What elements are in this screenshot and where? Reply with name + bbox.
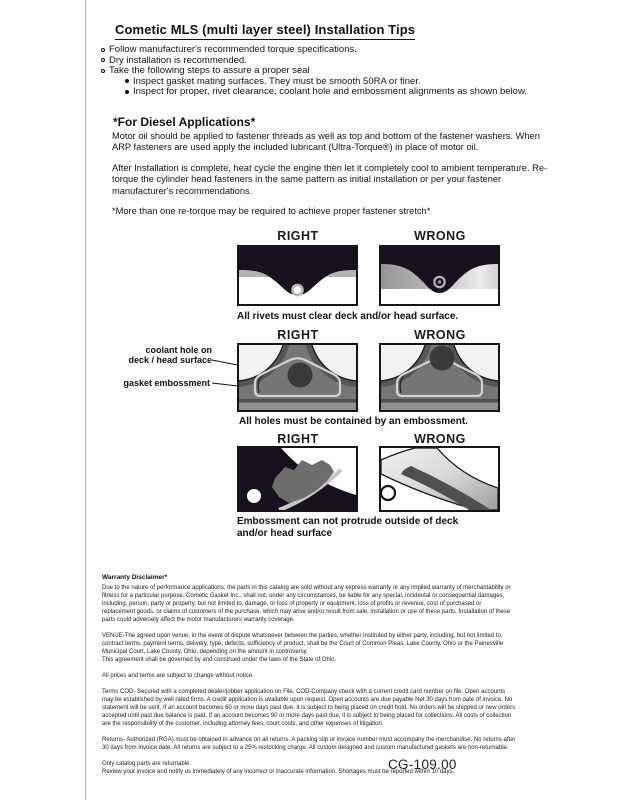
tip-text: Inspect for proper, rivet clearance, coolant hole and embossment alignments as shown below.: [133, 86, 527, 98]
rivet-right-diagram: [237, 245, 358, 306]
hollow-bullet-icon: [101, 58, 105, 62]
coolant-hole-label: [110, 345, 212, 365]
diagram-caption: All rivets must clear deck and/or head surface.: [237, 311, 459, 322]
right-label: RIGHT: [277, 229, 319, 243]
warranty-paragraph: All prices and terms are subject to change without notice.: [102, 673, 254, 679]
wrong-label: WRONG: [414, 229, 466, 243]
wrong-label: WRONG: [414, 432, 466, 446]
bullet-icon: [125, 90, 129, 94]
tip-text: Take the following steps to assure a proper seal: [109, 65, 310, 77]
label-line: coolant hole on: [145, 345, 212, 355]
tip-text: Dry installation is recommended.: [109, 54, 247, 66]
paragraph: Motor oil should be applied to fastener threads as well as top and bottom of the fastener washers. When ARP fasteners are used apply the included lubricant (Ultra-Torque®) in place of motor oil.: [112, 131, 540, 153]
warranty-paragraph: Terms COD- Secured with a completed dealer/jobber application on File, COD-Company check with a current credit card number on file. Open accounts may be established by well rated firms. A credit application is available upon request. Open accounts are due payable Net 30 days from date of invoice. No statement will be sent. If an account becomes 60 or more days past due, it is subject to being placed on credit hold. No orders will be shipped or new orders accepted until past due balance is paid. If an account becomes 90 or more days past due, it is subject to being placed for collections. All costs of collection are the responsibility of the customer, including attorney fees, court costs, and other expenses of litigation.: [102, 689, 516, 727]
embossment-wrong-diagram: [379, 343, 500, 412]
paragraph: After Installation is complete, heat cycle the engine then let it completely cool to ambient temperature. Re-torque the cylinder head fasteners in the same pattern as initial installation or per your fastener manufacturer's recommendations.: [112, 162, 548, 196]
list-item: [125, 87, 581, 98]
list-item: [101, 45, 581, 56]
catalog-page-code: CG-109.00: [388, 757, 457, 772]
warranty-paragraph: Only catalog parts are returnable.: [102, 761, 192, 767]
diagram-caption: Embossment can not protrude outside of deck and/or head surface: [237, 516, 459, 539]
page-title: Cometic MLS (multi layer steel) Installation Tips: [115, 22, 415, 40]
rivet-touching-illustration: [381, 247, 498, 304]
bullet-icon: [125, 79, 129, 83]
tips-list: [101, 45, 581, 98]
embossment-protruding-illustration: [381, 448, 498, 510]
right-label: RIGHT: [277, 328, 319, 342]
protrusion-right-diagram: [237, 446, 358, 512]
hollow-bullet-icon: [101, 69, 105, 73]
warranty-paragraph: Review your invoice and notify us immediately of any incorrect or inaccurate information. Shortages must be reported within 10 days.: [102, 769, 455, 775]
diesel-section-heading: *For Diesel Applications*: [113, 115, 256, 129]
warranty-paragraph: Returns- Authorized (RGA) must be obtained in advance on all returns. A packing slip or invoice number must accompany the merchandise. No returns after 30 days from invoice date. All returns are subject to a 25% restocking charge. All custom designed and custom manufactured gaskets are non-returnable.: [102, 737, 516, 751]
tip-text: Inspect gasket mating surfaces. They must be smooth 50RA or finer.: [133, 75, 421, 87]
warranty-paragraph: VENUE-The agreed upon venue, in the event of dispute whatsoever between the parties, whether instituted by either party, including, but not limited to, contract terms, payment terms, delivery, type, defects, sufficiency of product, shall be the Court of Common Pleas, Lake County, Ohio or the Painesville Municipal Court, Lake County, Ohio, depending on the amount in controversy.: [102, 633, 504, 655]
warranty-heading: Warranty Disclaimer*: [102, 574, 168, 581]
hole-inside-embossment-illustration: [239, 345, 356, 410]
diesel-section-body: [112, 131, 552, 226]
tip-text: Follow manufacturer's recommended torque specifications.: [109, 44, 357, 55]
protrusion-wrong-diagram: [379, 446, 500, 512]
hollow-bullet-icon: [101, 48, 105, 52]
wrong-label: WRONG: [414, 328, 466, 342]
rivet-wrong-diagram: [379, 245, 500, 306]
gasket-embossment-label: gasket embossment: [123, 378, 210, 388]
page-edge-rule: [85, 0, 86, 800]
warranty-paragraph: This agreement shall be governed by and construed under the laws of the State of Ohio.: [102, 657, 337, 663]
rivet-clear-illustration: [239, 247, 356, 304]
embossment-right-diagram: [237, 343, 358, 412]
paragraph: *More than one re-torque may be required to achieve proper fastener stretch*: [112, 206, 431, 217]
label-line: deck / head surface: [128, 355, 212, 365]
diagram-caption: All holes must be contained by an embossment.: [239, 416, 468, 427]
hole-outside-embossment-illustration: [381, 345, 498, 410]
right-label: RIGHT: [277, 432, 319, 446]
warranty-paragraph: Due to the nature of performance applications, the parts in this catalog are sold without any express warranty or any implied warranty of merchantability or fitness for a particular purpose. Cometic Gasket Inc., shall not, under any circumstances, be liable for any special, incidental or consequential damages, including, person, party or property, but not limited to, damage, or loss of property or equipment, loss of profits or revenue, cost of purchased or replacement goods, or claims of customers of the purchase, which may arise and/or result from sale, installation or use of these parts. Installation of these parts could adversely affect the motor manufacturers warranty coverage.: [102, 585, 511, 623]
embossment-contained-illustration: [239, 448, 356, 510]
warranty-section: [102, 574, 516, 784]
